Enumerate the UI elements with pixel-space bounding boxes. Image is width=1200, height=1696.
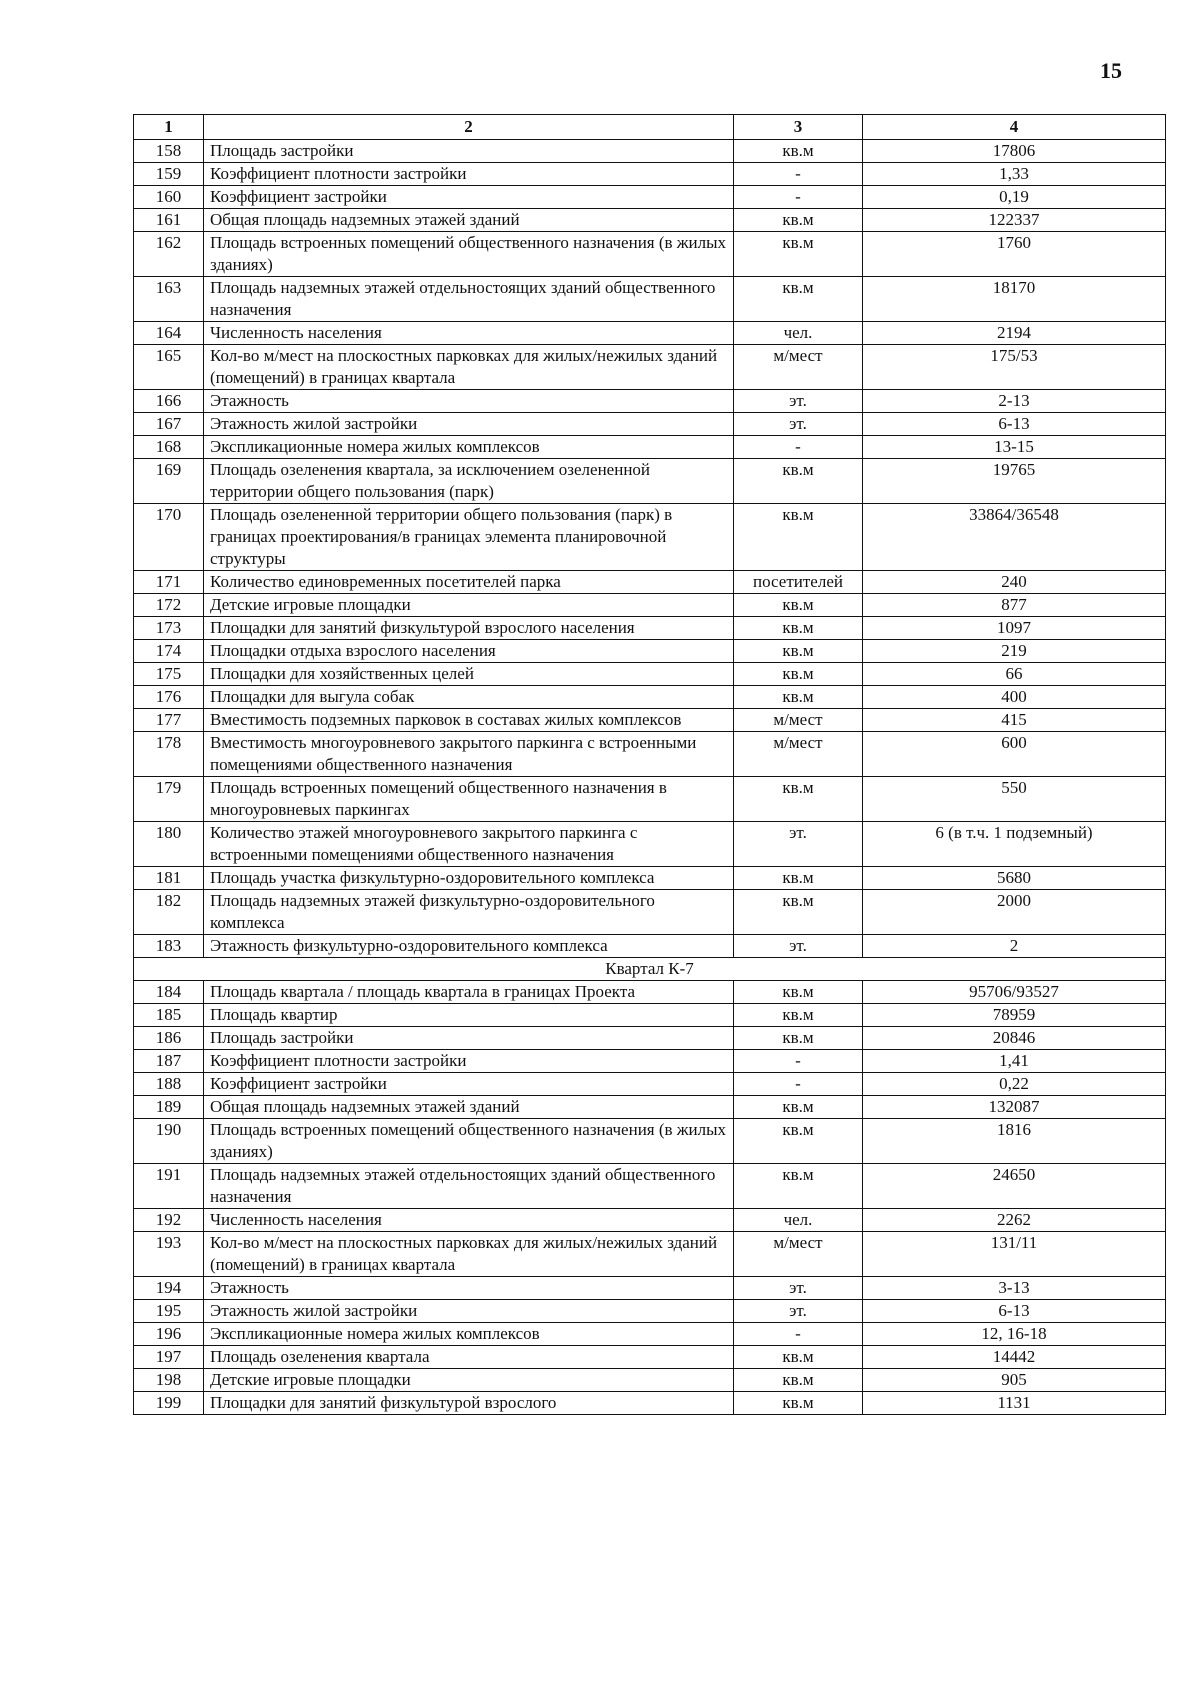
row-number: 165	[134, 345, 204, 390]
row-number: 183	[134, 935, 204, 958]
table-row	[134, 686, 1166, 709]
parameter-name: Вместимость подземных парковок в составах жилых комплексов	[204, 709, 734, 732]
parameter-name: Площадь озелененной территории общего пользования (парк) в границах проектирования/в границах элемента планировочной структуры	[204, 504, 734, 571]
row-number: 174	[134, 640, 204, 663]
table-row	[134, 617, 1166, 640]
parameter-name: Площадки отдыха взрослого населения	[204, 640, 734, 663]
unit-cell: кв.м	[734, 1096, 863, 1119]
row-number: 172	[134, 594, 204, 617]
parameter-name: Вместимость многоуровневого закрытого паркинга с встроенными помещениями общественного назначения	[204, 732, 734, 777]
unit-cell: кв.м	[734, 594, 863, 617]
parameter-name: Детские игровые площадки	[204, 594, 734, 617]
unit-cell: -	[734, 436, 863, 459]
unit-cell: кв.м	[734, 1369, 863, 1392]
parameter-name: Кол-во м/мест на плоскостных парковках для жилых/нежилых зданий (помещений) в границах квартала	[204, 1232, 734, 1277]
table-row	[134, 413, 1166, 436]
parameter-name: Этажность жилой застройки	[204, 413, 734, 436]
parameter-name: Площадь квартала / площадь квартала в границах Проекта	[204, 981, 734, 1004]
section-row	[134, 958, 1166, 981]
parameter-name: Общая площадь надземных этажей зданий	[204, 1096, 734, 1119]
row-number: 186	[134, 1027, 204, 1050]
parameter-name: Площадки для хозяйственных целей	[204, 663, 734, 686]
unit-cell: -	[734, 186, 863, 209]
table-row	[134, 322, 1166, 345]
row-number: 159	[134, 163, 204, 186]
table-row	[134, 277, 1166, 322]
unit-cell: кв.м	[734, 232, 863, 277]
unit-cell: кв.м	[734, 617, 863, 640]
row-number: 189	[134, 1096, 204, 1119]
section-row-group	[134, 958, 1166, 981]
unit-cell: кв.м	[734, 1004, 863, 1027]
value-cell: 0,22	[863, 1073, 1166, 1096]
unit-cell: м/мест	[734, 345, 863, 390]
row-number: 158	[134, 140, 204, 163]
row-number: 160	[134, 186, 204, 209]
value-cell: 1816	[863, 1119, 1166, 1164]
table-row	[134, 732, 1166, 777]
unit-cell: кв.м	[734, 1119, 863, 1164]
unit-cell: кв.м	[734, 277, 863, 322]
unit-cell: эт.	[734, 935, 863, 958]
table-row	[134, 186, 1166, 209]
unit-cell: эт.	[734, 1300, 863, 1323]
parameter-name: Экспликационные номера жилых комплексов	[204, 1323, 734, 1346]
parameter-name: Площадь застройки	[204, 1027, 734, 1050]
value-cell: 1097	[863, 617, 1166, 640]
parameter-name: Количество этажей многоуровневого закрытого паркинга с встроенными помещениями общественного назначения	[204, 822, 734, 867]
unit-cell: кв.м	[734, 1027, 863, 1050]
parameter-name: Этажность жилой застройки	[204, 1300, 734, 1323]
table-row	[134, 1164, 1166, 1209]
row-number: 164	[134, 322, 204, 345]
table-row	[134, 1004, 1166, 1027]
row-number: 171	[134, 571, 204, 594]
parameter-name: Площадки для занятий физкультурой взрослого населения	[204, 617, 734, 640]
table-row	[134, 390, 1166, 413]
value-cell: 19765	[863, 459, 1166, 504]
row-number: 180	[134, 822, 204, 867]
column-header: 3	[734, 115, 863, 140]
value-cell: 6-13	[863, 413, 1166, 436]
parameter-name: Экспликационные номера жилых комплексов	[204, 436, 734, 459]
value-cell: 33864/36548	[863, 504, 1166, 571]
parameter-name: Площадь озеленения квартала	[204, 1346, 734, 1369]
table-row	[134, 436, 1166, 459]
unit-cell: кв.м	[734, 1346, 863, 1369]
value-cell: 877	[863, 594, 1166, 617]
parameter-name: Площадь участка физкультурно-оздоровительного комплекса	[204, 867, 734, 890]
row-number: 196	[134, 1323, 204, 1346]
row-number: 184	[134, 981, 204, 1004]
unit-cell: кв.м	[734, 867, 863, 890]
value-cell: 6 (в т.ч. 1 подземный)	[863, 822, 1166, 867]
parameter-name: Этажность	[204, 1277, 734, 1300]
value-cell: 131/11	[863, 1232, 1166, 1277]
table-row	[134, 1209, 1166, 1232]
row-number: 199	[134, 1392, 204, 1415]
parameter-name: Численность населения	[204, 1209, 734, 1232]
parameter-name: Площадки для выгула собак	[204, 686, 734, 709]
unit-cell: кв.м	[734, 663, 863, 686]
value-cell: 415	[863, 709, 1166, 732]
table-row	[134, 163, 1166, 186]
table-row	[134, 232, 1166, 277]
unit-cell: кв.м	[734, 981, 863, 1004]
parameter-name: Общая площадь надземных этажей зданий	[204, 209, 734, 232]
value-cell: 66	[863, 663, 1166, 686]
unit-cell: эт.	[734, 1277, 863, 1300]
value-cell: 2262	[863, 1209, 1166, 1232]
value-cell: 6-13	[863, 1300, 1166, 1323]
column-header: 4	[863, 115, 1166, 140]
parameter-name: Коэффициент плотности застройки	[204, 1050, 734, 1073]
table-row	[134, 1300, 1166, 1323]
row-number: 182	[134, 890, 204, 935]
parameter-name: Площадь встроенных помещений общественного назначения (в жилых зданиях)	[204, 232, 734, 277]
value-cell: 5680	[863, 867, 1166, 890]
parameter-name: Коэффициент плотности застройки	[204, 163, 734, 186]
parameter-name: Площадь квартир	[204, 1004, 734, 1027]
table-row	[134, 571, 1166, 594]
value-cell: 2194	[863, 322, 1166, 345]
table-row	[134, 1277, 1166, 1300]
table-row	[134, 1096, 1166, 1119]
parameter-name: Площадки для занятий физкультурой взрослого	[204, 1392, 734, 1415]
parameter-name: Детские игровые площадки	[204, 1369, 734, 1392]
table-body-a	[134, 140, 1166, 958]
row-number: 181	[134, 867, 204, 890]
row-number: 169	[134, 459, 204, 504]
value-cell: 905	[863, 1369, 1166, 1392]
table-row	[134, 1232, 1166, 1277]
value-cell: 175/53	[863, 345, 1166, 390]
table-row	[134, 981, 1166, 1004]
column-header: 1	[134, 115, 204, 140]
row-number: 176	[134, 686, 204, 709]
parameter-name: Площадь надземных этажей отдельностоящих зданий общественного назначения	[204, 1164, 734, 1209]
row-number: 175	[134, 663, 204, 686]
section-title: Квартал К-7	[134, 958, 1166, 981]
row-number: 161	[134, 209, 204, 232]
table-row	[134, 345, 1166, 390]
row-number: 193	[134, 1232, 204, 1277]
value-cell: 3-13	[863, 1277, 1166, 1300]
column-header: 2	[204, 115, 734, 140]
unit-cell: -	[734, 1050, 863, 1073]
row-number: 194	[134, 1277, 204, 1300]
unit-cell: кв.м	[734, 1392, 863, 1415]
table-row	[134, 140, 1166, 163]
parameter-name: Количество единовременных посетителей парка	[204, 571, 734, 594]
unit-cell: -	[734, 1073, 863, 1096]
unit-cell: кв.м	[734, 209, 863, 232]
unit-cell: м/мест	[734, 732, 863, 777]
row-number: 167	[134, 413, 204, 436]
table-row	[134, 1369, 1166, 1392]
unit-cell: кв.м	[734, 140, 863, 163]
unit-cell: чел.	[734, 1209, 863, 1232]
unit-cell: посетителей	[734, 571, 863, 594]
parameter-name: Площадь встроенных помещений общественного назначения (в жилых зданиях)	[204, 1119, 734, 1164]
value-cell: 17806	[863, 140, 1166, 163]
unit-cell: м/мест	[734, 1232, 863, 1277]
unit-cell: -	[734, 163, 863, 186]
table-row	[134, 709, 1166, 732]
parameter-name: Площадь надземных этажей физкультурно-оздоровительного комплекса	[204, 890, 734, 935]
value-cell: 13-15	[863, 436, 1166, 459]
unit-cell: чел.	[734, 322, 863, 345]
row-number: 192	[134, 1209, 204, 1232]
unit-cell: кв.м	[734, 504, 863, 571]
table-row	[134, 1323, 1166, 1346]
unit-cell: эт.	[734, 390, 863, 413]
table-row	[134, 777, 1166, 822]
row-number: 163	[134, 277, 204, 322]
row-number: 170	[134, 504, 204, 571]
value-cell: 1760	[863, 232, 1166, 277]
table-row	[134, 1050, 1166, 1073]
parameter-name: Площадь застройки	[204, 140, 734, 163]
value-cell: 132087	[863, 1096, 1166, 1119]
value-cell: 219	[863, 640, 1166, 663]
value-cell: 1,41	[863, 1050, 1166, 1073]
row-number: 166	[134, 390, 204, 413]
table-row	[134, 663, 1166, 686]
row-number: 187	[134, 1050, 204, 1073]
value-cell: 1131	[863, 1392, 1166, 1415]
row-number: 188	[134, 1073, 204, 1096]
table-row	[134, 504, 1166, 571]
table-row	[134, 1073, 1166, 1096]
value-cell: 2	[863, 935, 1166, 958]
table-row	[134, 822, 1166, 867]
parameter-name: Этажность физкультурно-оздоровительного комплекса	[204, 935, 734, 958]
unit-cell: эт.	[734, 413, 863, 436]
table-header-row	[134, 115, 1166, 140]
value-cell: 0,19	[863, 186, 1166, 209]
value-cell: 2000	[863, 890, 1166, 935]
unit-cell: кв.м	[734, 777, 863, 822]
unit-cell: кв.м	[734, 686, 863, 709]
row-number: 191	[134, 1164, 204, 1209]
value-cell: 600	[863, 732, 1166, 777]
value-cell: 1,33	[863, 163, 1166, 186]
value-cell: 122337	[863, 209, 1166, 232]
table-body-b	[134, 981, 1166, 1415]
table-row	[134, 640, 1166, 663]
row-number: 195	[134, 1300, 204, 1323]
value-cell: 14442	[863, 1346, 1166, 1369]
value-cell: 20846	[863, 1027, 1166, 1050]
table-row	[134, 1027, 1166, 1050]
unit-cell: -	[734, 1323, 863, 1346]
parameter-name: Коэффициент застройки	[204, 186, 734, 209]
row-number: 178	[134, 732, 204, 777]
row-number: 177	[134, 709, 204, 732]
unit-cell: кв.м	[734, 1164, 863, 1209]
unit-cell: кв.м	[734, 459, 863, 504]
value-cell: 240	[863, 571, 1166, 594]
parameter-name: Площадь встроенных помещений общественного назначения в многоуровневых паркингах	[204, 777, 734, 822]
parameter-name: Площадь озеленения квартала, за исключением озелененной территории общего пользования (парк)	[204, 459, 734, 504]
parameter-name: Площадь надземных этажей отдельностоящих зданий общественного назначения	[204, 277, 734, 322]
value-cell: 78959	[863, 1004, 1166, 1027]
parameter-name: Численность населения	[204, 322, 734, 345]
row-number: 198	[134, 1369, 204, 1392]
unit-cell: кв.м	[734, 890, 863, 935]
value-cell: 400	[863, 686, 1166, 709]
table-row	[134, 890, 1166, 935]
value-cell: 12, 16-18	[863, 1323, 1166, 1346]
parameter-name: Этажность	[204, 390, 734, 413]
table-row	[134, 1346, 1166, 1369]
value-cell: 2-13	[863, 390, 1166, 413]
value-cell: 95706/93527	[863, 981, 1166, 1004]
value-cell: 24650	[863, 1164, 1166, 1209]
row-number: 197	[134, 1346, 204, 1369]
parameter-name: Кол-во м/мест на плоскостных парковках для жилых/нежилых зданий (помещений) в границах квартала	[204, 345, 734, 390]
table-row	[134, 1392, 1166, 1415]
row-number: 168	[134, 436, 204, 459]
table-row	[134, 1119, 1166, 1164]
unit-cell: эт.	[734, 822, 863, 867]
row-number: 179	[134, 777, 204, 822]
row-number: 185	[134, 1004, 204, 1027]
unit-cell: кв.м	[734, 640, 863, 663]
table-row	[134, 594, 1166, 617]
table-row	[134, 867, 1166, 890]
value-cell: 550	[863, 777, 1166, 822]
unit-cell: м/мест	[734, 709, 863, 732]
row-number: 190	[134, 1119, 204, 1164]
row-number: 162	[134, 232, 204, 277]
parameters-table	[133, 114, 1166, 1415]
parameter-name: Коэффициент застройки	[204, 1073, 734, 1096]
table-row	[134, 209, 1166, 232]
table-row	[134, 935, 1166, 958]
table-row	[134, 459, 1166, 504]
value-cell: 18170	[863, 277, 1166, 322]
row-number: 173	[134, 617, 204, 640]
page-number: 15	[1100, 58, 1122, 83]
